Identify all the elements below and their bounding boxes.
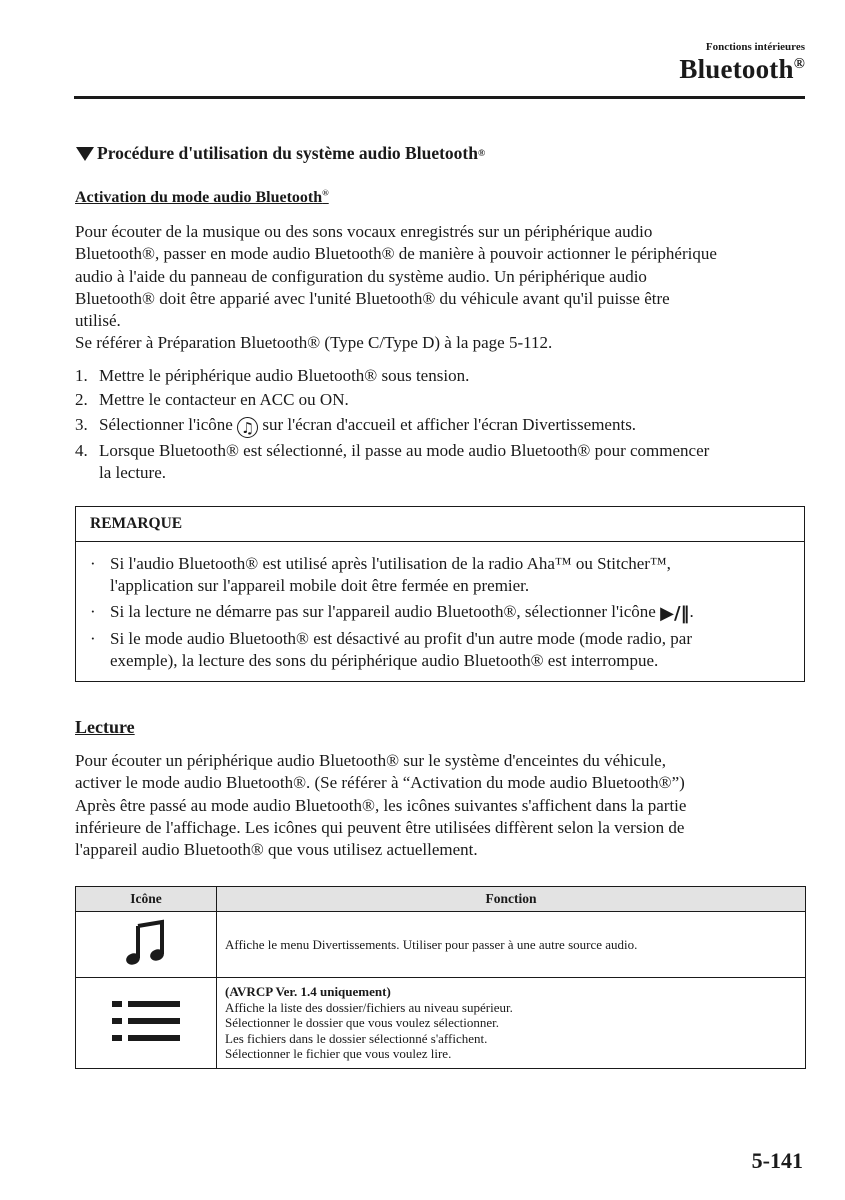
header-section-label: Fonctions intérieures bbox=[705, 41, 805, 53]
icon-table bbox=[75, 886, 806, 1069]
note-item bbox=[90, 553, 790, 598]
function-text: Sélectionner le dossier que vous voulez sélectionner. bbox=[225, 1015, 500, 1030]
note-list bbox=[76, 542, 804, 672]
triangle-marker-icon bbox=[76, 147, 94, 161]
play-pause-icon: ▶/‖ bbox=[660, 602, 690, 624]
table-header-function: Fonction bbox=[217, 887, 806, 912]
function-text: Affiche la liste des dossier/fichiers au niveau supérieur. bbox=[225, 999, 513, 1015]
note-line: exemple), la lecture des sons du périphérique audio Bluetooth® est interrompue. bbox=[110, 651, 659, 671]
step-text-before: Sélectionner l'icône bbox=[99, 414, 238, 434]
activation-paragraph bbox=[75, 221, 810, 355]
step-number: 2. bbox=[75, 390, 88, 410]
activation-heading bbox=[75, 189, 329, 207]
lecture-line: activer le mode audio Bluetooth®. (Se référer à “Activation du mode audio Bluetooth®”) bbox=[75, 773, 685, 793]
music-note-icon: ♫ bbox=[237, 417, 258, 438]
function-text: Sélectionner le fichier que vous voulez lire. bbox=[225, 1046, 452, 1061]
section-title-reg: ® bbox=[477, 148, 486, 159]
header-title-reg: ® bbox=[793, 56, 805, 72]
table-row bbox=[76, 912, 806, 978]
bullet: · bbox=[90, 628, 96, 648]
function-bold: (AVRCP Ver. 1.4 uniquement) bbox=[225, 984, 391, 999]
step-item bbox=[75, 365, 810, 387]
note-item-text bbox=[110, 553, 671, 598]
icon-cell bbox=[76, 978, 217, 1069]
section-title-text: Procédure d'utilisation du système audio Bluetooth bbox=[97, 143, 478, 163]
table-header-row bbox=[76, 887, 806, 912]
note-line: Si l'audio Bluetooth® est utilisé après l'utilisation de la radio Aha™ ou Stitcher™, bbox=[110, 554, 671, 573]
note-line: l'application sur l'appareil mobile doit être fermée en premier. bbox=[110, 576, 530, 596]
table-row bbox=[76, 978, 806, 1069]
header-title bbox=[679, 54, 805, 85]
note-title: REMARQUE bbox=[76, 507, 804, 542]
music-note-icon bbox=[124, 918, 168, 968]
step-text-after: sur l'écran d'accueil et afficher l'écran Divertissements. bbox=[258, 414, 637, 434]
step-text-line2: la lecture. bbox=[99, 462, 167, 482]
note-line: Si le mode audio Bluetooth® est désactivé au profit d'un autre mode (mode radio, par bbox=[110, 628, 693, 648]
lecture-line: Après être passé au mode audio Bluetooth®, les icônes suivantes s'affichent dans la partie bbox=[75, 795, 687, 815]
lecture-paragraph bbox=[75, 750, 810, 861]
header-title-text: Bluetooth bbox=[679, 54, 794, 84]
step-item bbox=[75, 414, 810, 438]
activation-line: utilisé. bbox=[75, 311, 121, 331]
note-suffix: . bbox=[689, 601, 694, 621]
note-item-text bbox=[110, 628, 692, 673]
step-text: Mettre le périphérique audio Bluetooth® sous tension. bbox=[99, 366, 470, 385]
step-number: 3. bbox=[75, 414, 88, 434]
note-item bbox=[90, 601, 790, 625]
note-item bbox=[90, 628, 790, 673]
function-cell bbox=[217, 912, 806, 978]
activation-steps bbox=[75, 365, 810, 486]
list-icon bbox=[110, 997, 182, 1045]
function-text: Affiche le menu Divertissements. Utiliser pour passer à une autre source audio. bbox=[225, 936, 638, 952]
lecture-line: Pour écouter un périphérique audio Bluetooth® sur le système d'enceintes du véhicule, bbox=[75, 751, 666, 770]
note-item-text bbox=[110, 601, 694, 625]
activation-line: Pour écouter de la musique ou des sons vocaux enregistrés sur un périphérique audio bbox=[75, 222, 653, 241]
page-number: 5-141 bbox=[751, 1148, 803, 1173]
activation-line: Se référer à Préparation Bluetooth® (Type C/Type D) à la page 5-112. bbox=[75, 333, 553, 353]
lecture-line: inférieure de l'affichage. Les icônes qui peuvent être utilisées diffèrent selon la version de bbox=[75, 817, 685, 837]
bullet: · bbox=[90, 554, 96, 573]
step-text: Mettre le contacteur en ACC ou ON. bbox=[99, 390, 349, 410]
table-header-icon: Icône bbox=[76, 887, 217, 912]
note-box bbox=[75, 506, 805, 682]
step-text-line1: Lorsque Bluetooth® est sélectionné, il passe au mode audio Bluetooth® pour commencer bbox=[99, 440, 710, 460]
bullet: · bbox=[90, 601, 96, 621]
lecture-heading: Lecture bbox=[75, 717, 135, 737]
step-item bbox=[75, 389, 810, 411]
step-number: 1. bbox=[75, 366, 88, 385]
step-number: 4. bbox=[75, 440, 88, 460]
activation-line: audio à l'aide du panneau de configuration du système audio. Un périphérique audio bbox=[75, 266, 647, 286]
activation-heading-reg: ® bbox=[322, 187, 329, 198]
activation-heading-text: Activation du mode audio Bluetooth bbox=[75, 189, 323, 206]
step-text-wrapper bbox=[99, 414, 636, 438]
step-item bbox=[75, 440, 810, 485]
section-title bbox=[76, 143, 485, 164]
activation-line: Bluetooth®, passer en mode audio Bluetooth® de manière à pouvoir actionner le périphérique bbox=[75, 244, 717, 264]
lecture-line: l'appareil audio Bluetooth® que vous utilisez actuellement. bbox=[75, 840, 478, 860]
step-text-wrapper bbox=[99, 440, 709, 485]
icon-cell bbox=[76, 912, 217, 978]
function-cell bbox=[217, 978, 806, 1069]
note-line: Si la lecture ne démarre pas sur l'appareil audio Bluetooth®, sélectionner l'icône bbox=[110, 601, 661, 621]
activation-line: Bluetooth® doit être apparié avec l'unité Bluetooth® du véhicule avant qu'il puisse être bbox=[75, 288, 670, 308]
header-rule bbox=[74, 96, 805, 99]
function-text: Les fichiers dans le dossier sélectionné s'affichent. bbox=[225, 1030, 488, 1046]
